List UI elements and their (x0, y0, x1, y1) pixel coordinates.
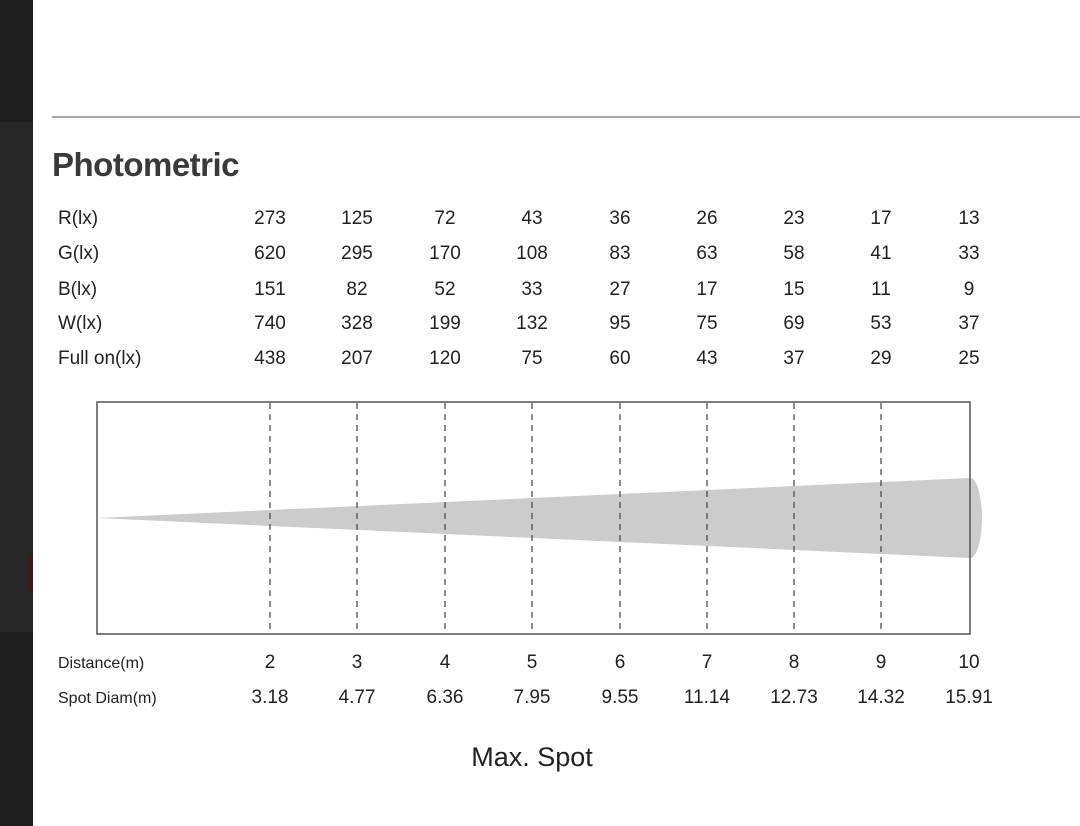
spot-diam-value: 3.18 (251, 687, 289, 708)
distance-value: 4 (439, 652, 451, 673)
table-cell: 25 (958, 348, 980, 369)
table-cell: 199 (429, 313, 461, 334)
table-cell: 108 (516, 243, 548, 264)
table-cell: 17 (870, 208, 892, 229)
left-edge-bar (0, 0, 33, 826)
table-cell: 33 (521, 279, 543, 300)
row-label: Full on(lx) (58, 348, 142, 369)
table-cell: 41 (870, 243, 892, 264)
table-cell: 36 (609, 208, 631, 229)
table-cell: 120 (429, 348, 461, 369)
table-cell: 53 (870, 313, 892, 334)
distance-value: 10 (958, 652, 980, 673)
table-cell: 132 (516, 313, 548, 334)
table-cell: 75 (696, 313, 718, 334)
table-cell: 43 (521, 208, 543, 229)
section-title: Photometric (52, 146, 240, 183)
table-cell: 273 (254, 208, 286, 229)
spot-diam-value: 14.32 (857, 687, 905, 708)
table-cell: 58 (783, 243, 805, 264)
spot-diam-value: 11.14 (683, 687, 731, 708)
spot-diam-value: 4.77 (338, 687, 376, 708)
table-cell: 170 (429, 243, 461, 264)
table-cell: 72 (434, 208, 456, 229)
table-cell: 27 (609, 279, 631, 300)
table-cell: 69 (783, 313, 805, 334)
distance-value: 2 (264, 652, 276, 673)
table-cell: 207 (341, 348, 373, 369)
diagram-caption: Max. Spot (471, 742, 593, 772)
spot-diam-value: 6.36 (426, 687, 464, 708)
spot-diam-label: Spot Diam(m) (58, 690, 157, 707)
table-cell: 295 (341, 243, 373, 264)
spot-diam-value: 9.55 (601, 687, 639, 708)
spot-diam-value: 12.73 (770, 687, 818, 708)
table-cell: 82 (346, 279, 368, 300)
left-edge-accent (28, 555, 33, 591)
table-cell: 63 (696, 243, 718, 264)
table-cell: 33 (958, 243, 980, 264)
row-label: B(lx) (58, 279, 98, 300)
table-cell: 95 (609, 313, 631, 334)
table-cell: 151 (254, 279, 286, 300)
table-cell: 43 (696, 348, 718, 369)
table-cell: 60 (609, 348, 631, 369)
table-cell: 75 (521, 348, 543, 369)
distance-value: 5 (526, 652, 538, 673)
row-label: R(lx) (58, 208, 99, 229)
table-cell: 620 (254, 243, 286, 264)
table-cell: 438 (254, 348, 286, 369)
table-cell: 740 (254, 313, 286, 334)
table-cell: 83 (609, 243, 631, 264)
table-cell: 29 (870, 348, 892, 369)
distance-label: Distance(m) (58, 655, 145, 672)
distance-value: 8 (788, 652, 800, 673)
spot-diam-value: 7.95 (513, 687, 551, 708)
table-cell: 125 (341, 208, 373, 229)
table-cell: 13 (958, 208, 980, 229)
distance-value: 9 (875, 652, 887, 673)
distance-value: 6 (614, 652, 626, 673)
beam-diagram (95, 400, 985, 640)
distance-value: 7 (701, 652, 713, 673)
table-cell: 328 (341, 313, 373, 334)
distance-value: 3 (351, 652, 363, 673)
row-label: W(lx) (58, 313, 103, 334)
table-cell: 9 (963, 279, 975, 300)
table-cell: 15 (783, 279, 805, 300)
table-cell: 17 (696, 279, 718, 300)
table-cell: 37 (958, 313, 980, 334)
table-cell: 52 (434, 279, 456, 300)
beam-cone (97, 478, 970, 558)
top-rule (52, 116, 1080, 118)
table-cell: 37 (783, 348, 805, 369)
table-cell: 26 (696, 208, 718, 229)
spot-diam-value: 15.91 (945, 687, 993, 708)
table-cell: 23 (783, 208, 805, 229)
row-label: G(lx) (58, 243, 100, 264)
table-cell: 11 (871, 279, 891, 300)
